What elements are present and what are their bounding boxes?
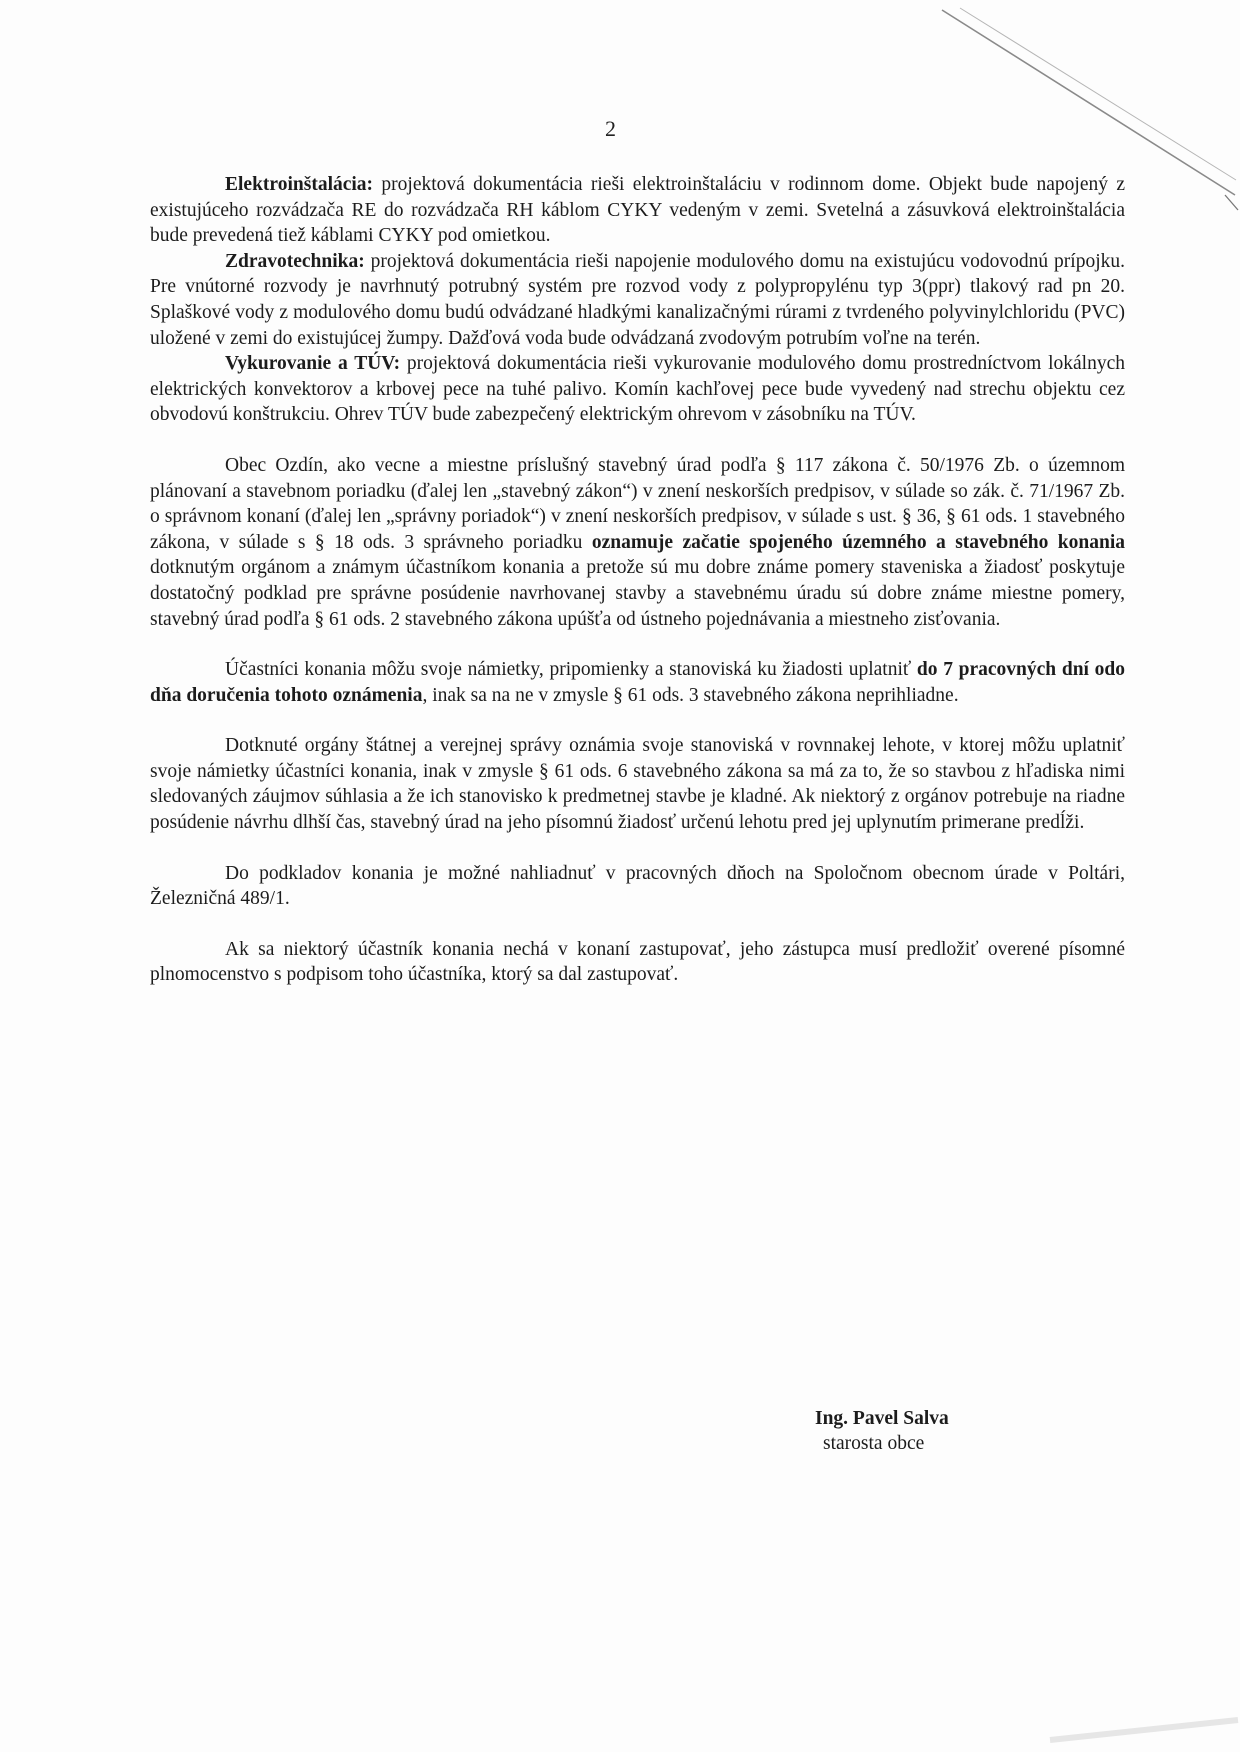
paragraph-text: projektová dokumentácia rieši napojenie modulového domu na existujúcu vodovodnú prípojku. Pre vnútorné rozvody je navrhnutý potrubný systém pre rozvod vody z polypropylénu typ 3(ppr) tlakový rad pn 20. Splaškové vody z modulového domu budú odvádzané hladkými kanalizačnými rúrami z tvrdeného polyvinylchloridu (PVC) uložené v zemi do existujúcej žumpy. Dažďová voda bude odvádzaná zvodovým potrubím voľne na terén. xyxy=(150,250,1125,349)
paragraph-text: Dotknuté orgány štátnej a verejnej správy oznámia svoje stanoviská v rovnnakej lehote, v ktorej môžu uplatniť svoje námietky účastníci konania, inak v zmysle § 61 ods. 6 stavebného zákona sa má za to, že so stavbou z hľadiska nimi sledovaných záujmov súhlasia a že ich stanovisko k predmetnej stavbe je kladné. Ak niektorý z orgánov potrebuje na riadne posúdenie návrhu dlhší čas, stavebný úrad na jeho písomnú žiadosť určenú lehotu pred jej uplynutím primerane predĺži. xyxy=(150,735,1125,834)
paragraph-oznamenie xyxy=(150,453,1125,632)
paragraph-vykurovanie xyxy=(150,351,1125,428)
paragraph-text: Obec Ozdín, ako vecne a miestne príslušný stavebný úrad podľa § 117 zákona č. 50/1976 Zb. o územnom plánovaní a stavebnom poriadku (ďalej len „stavebný zákon“) v znení neskorších predpisov, v súlade so zák. č. 71/1967 Zb. o správnom konaní (ďalej len „správny poriadok“) v znení neskorších predpisov, v súlade s ust. § 36, § 61 ods. 1 stavebného zákona, v súlade s § 18 ods. 3 správneho poriadku xyxy=(150,454,1125,553)
paragraph-text: Do podkladov konania je možné nahliadnuť v pracovných dňoch na Spoločnom obecnom úrade v Poltári, Železničná 489/1. xyxy=(150,862,1125,910)
paragraph-heading: Elektroinštalácia: xyxy=(225,174,374,195)
paragraph-heading: Zdravotechnika: xyxy=(225,250,365,272)
paragraph-text: dotknutým orgánom a známym účastníkom konania a pretože sú mu dobre známe pomery staveniska a žiadosť poskytuje dostatočný podklad pre správne posúdenie navrhovanej stavby a stavebnému úradu sú dobre známe miestne pomery, stavebný úrad podľa § 61 ods. 2 stavebného zákona upúšťa od ústneho pojednávania a miestneho zisťovania. xyxy=(150,557,1125,630)
page-number: 2 xyxy=(605,116,616,141)
paragraph-heading: Vykurovanie a TÚV: xyxy=(225,353,401,375)
paragraph-text: Ak sa niektorý účastník konania nechá v konaní zastupovať, jeho zástupca musí predložiť overené písomné plnomocenstvo s podpisom toho účastníka, ktorý sa dal zastupovať. xyxy=(150,938,1125,986)
paragraph-podklady xyxy=(150,861,1125,912)
paragraph-zastupovanie xyxy=(150,937,1125,988)
signatory-name: Ing. Pavel Salva xyxy=(815,1408,949,1429)
paragraph-text: projektová dokumentácia rieši vykurovanie modulového domu prostredníctvom lokálnych elektrických konvektorov a krbovej pece na tuhé palivo. Komín kachľovej pece bude vyvedený nad strechu objektu cez obvodovú konštrukciu. Ohrev TÚV bude zabezpečený elektrickým ohrevom v zásobníku na TÚV. xyxy=(150,353,1125,426)
paragraph-text: projektová dokumentácia rieši elektroinštaláciu v rodinnom dome. Objekt bude napojený z existujúceho rozvádzača RE do rozvádzača RH káblom CYKY vedeným v zemi. Svetelná a zásuvková elektroinštalácia bude prevedená tiež káblami CYKY pod omietkou. xyxy=(150,174,1125,247)
paragraph-emphasis: oznamuje začatie spojeného územného a stavebného konania xyxy=(591,531,1125,553)
paragraph-dotknute-organy xyxy=(150,733,1125,835)
paragraph-emphasis: do 7 pracovných dní odo dňa doručenia tohoto oznámenia xyxy=(150,659,1125,706)
paragraph-text: Účastníci konania môžu svoje námietky, pripomienky a stanoviská ku žiadosti uplatniť xyxy=(225,659,917,681)
document-body xyxy=(150,172,1125,988)
paragraph-zdravotechnika xyxy=(150,249,1125,351)
paragraph-namietky xyxy=(150,657,1125,708)
paragraph-text: , inak sa na ne v zmysle § 61 ods. 3 stavebného zákona neprihliadne. xyxy=(422,684,959,706)
paragraph-elektroinstalacia xyxy=(150,172,1125,249)
signatory-role: starosta obce xyxy=(823,1433,925,1454)
signature-block xyxy=(815,1406,949,1456)
